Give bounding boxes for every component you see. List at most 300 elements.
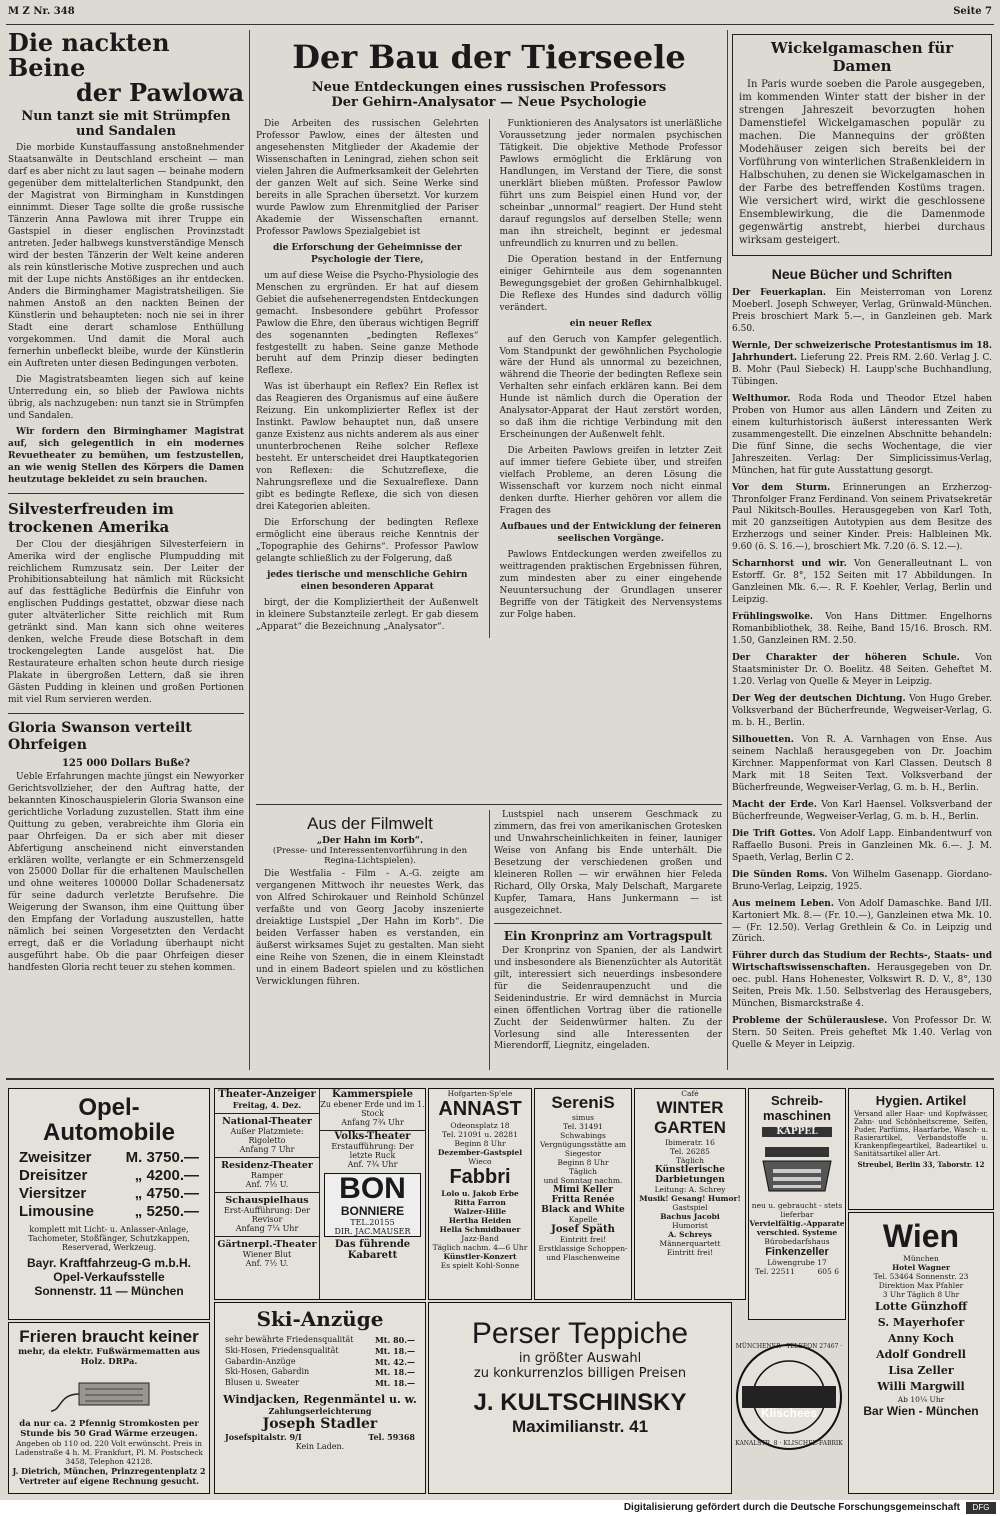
- book-title: Welthumor.: [732, 393, 791, 404]
- paragraph: Die Westfalia - Film - A.-G. zeigte am vergangenen Mittwoch ihr neuestes Werk, das von Alfred Schirokauer und Reinhold Schünzel verfaßte und von Georg Jacoby inszenierte dreiaktige Lustspiel „Der Hahn im Korb“. Die beiden Verfasser haben es verstanden, ein äußerst wirksames Sujet zu gestalten. Man sieht eine Reihe von Szenen, die in einem Kleinstadt und in einem Badeort spielen und zu köstlichen Verwicklungen führen.: [256, 869, 484, 987]
- theater-play: Erst-Aufführung: Der Revisor: [223, 1206, 311, 1224]
- divider: [494, 923, 722, 924]
- ski-price: Mt. 80.—: [374, 1335, 415, 1345]
- opel-firm: Bayr. Kraftfahrzeug-G m.b.H.: [26, 1256, 192, 1271]
- ski-price-row: [225, 1357, 415, 1368]
- book-item: [732, 653, 992, 689]
- wg-cafe: Café: [681, 1089, 699, 1098]
- serenissimus-artist: Fritta Renée: [551, 1195, 615, 1205]
- article-subtitle-pawlowa: Nun tanzt sie mit Strümpfen und Sandalen: [21, 108, 231, 139]
- issue-number: M Z Nr. 348: [8, 6, 75, 17]
- paragraph: Der Kronprinz von Spanien, der als Landwirt und insbesondere als Bienenzüchter als Autorität gilt, interessiert sich neuerdings insbesondere für die Seidenraupenzucht und die Seidenindustrie. Er wird demnächst in Murcia einen öffentlichen Vortrag über die rationelle Zucht der Seidenwürmer halten. Zu der Vorlesung sind alle Interessenten der Mierendorff, Liegnitz, eingeladen.: [494, 945, 722, 1052]
- paragraph: Funktionieren des Analysators ist unerläßliche Voraussetzung jeder normalen psychischen Tätigkeit. Die objektive Methode Professor Pawlows ermöglicht die Erklärung von Handlungen, im Verstand der Tiere, die sonst unerklärt blieben müßten. Professor Pawlow führt uns zum Beispiel einen Hund vor, der scheinbar „unnormal“ reagiert. Der Hund steht darauf regungslos auf derselben Stelle; wenn man ihn streichelt, beginnt er jedesmal unfreundlich zu knurren und zu bellen.: [499, 119, 722, 249]
- book-desc: Lieferung 22. Preis RM. 2.60. Verlag J. C. B. Mohr (Paul Siebeck) H. Laupp'sche Buchhandlung, Tübingen.: [732, 352, 992, 387]
- schreib-text-2: Vervielfältig.-Apparate verschied. Systeme: [749, 1219, 845, 1237]
- klischees-seal-icon: [734, 1342, 844, 1452]
- ad-wintergarten: [634, 1088, 746, 1300]
- book-title: Die Trift Gottes.: [732, 828, 816, 839]
- wien-taeglich: 3 Uhr Täglich 8 Uhr: [882, 1290, 960, 1300]
- book-item: [732, 800, 992, 824]
- wien-artist: Willi Margwill: [877, 1379, 965, 1393]
- annast-addr: Odeonsplatz 18: [450, 1121, 510, 1130]
- annast-gast: Dezember-Gastspiel: [437, 1148, 523, 1157]
- book-item: [732, 829, 992, 865]
- paragraph: In Paris wurde soeben die Parole ausgegeben, im kommenden Winter statt der bisher in der strengen Jahreszeit bevorzugten hohen Damenstiefel Wickelgamaschen populär zu machen. Die Mannequins der größten Modehäuser zeigen sich bereits bei der Vorführung von winterlichen Straßenkleidern in Halbschuhen, zu denen sie Wickelgamaschen in der Farbe des betreffenden Kostüms tragen. Wie versichert wird, wirkt die geschlossene Ensemblewirkung, die die Damenmode gegenwärtig anstrebt, hierbei durchaus wirksam gesteigert.: [739, 79, 985, 246]
- serenissimus-sub: simus: [571, 1113, 595, 1122]
- schreib-addr: Löwengrube 17: [767, 1258, 827, 1267]
- hygien-text: Versand aller Haar- und Kopfwässer, Zahn- und Schönheitscreme, Seifen, Puder, Parfüms, Haarfarbe, Wasch- u. Rasierartikel, Verbandstoffe u. Krankenpflegeartikel, Badeartikel u. Sanitätsartikel aller Art.: [854, 1110, 988, 1158]
- ski-price-row: [225, 1346, 415, 1357]
- annast-artist: Ritta Farron: [454, 1198, 506, 1207]
- title-line-2: der Pawlowa: [76, 78, 244, 108]
- opel-price-row: [19, 1185, 199, 1203]
- article-body-silvester: [8, 540, 244, 708]
- book-title: Die Sünden Roms.: [732, 869, 828, 880]
- annast-list: [429, 1189, 531, 1234]
- paragraph: birgt, der die Kompliziertheit der Außenwelt in kleinere Substanzteile zerlegt. Er gab diesem „Apparat“ die Bezeichnung „Analysator“.: [256, 597, 479, 632]
- article-title-kronprinz: Ein Kronprinz am Vortragspult: [503, 928, 713, 943]
- ski-price-list: [215, 1331, 425, 1393]
- book-desc: Von Hans Dittmer. Engelhorns Romanbibliothek, 38. Reihe, Band 15/16. Brosch. RM. 1.50, Ganzleinen RM. 2.50.: [732, 612, 992, 647]
- ski-windjacken: Windjacken, Regenmäntel u. w.: [223, 1392, 417, 1406]
- article-subtitle-1: Neue Entdeckungen eines russischen Professors: [311, 80, 667, 96]
- opel-title-1: Opel-: [78, 1094, 140, 1121]
- opel-model: Dreisitzer: [19, 1167, 88, 1185]
- bon-dir: DIR. JAC.MAUSER: [334, 1227, 411, 1236]
- hygien-addr: Streubel, Berlin 33, Taborstr. 12: [857, 1160, 985, 1169]
- book-desc: Von Karl Haensel. Volksverband der Bücherfreunde, Wegweiser-Verlag, G. m. b. H., Berlin.: [732, 799, 992, 822]
- book-item: [732, 394, 992, 478]
- serenissimus-name-s: S: [603, 1093, 615, 1112]
- opel-model: Zweisitzer: [19, 1149, 92, 1167]
- wien-artist: Adolf Gondrell: [876, 1348, 966, 1361]
- ski-item: Blusen u. Sweater: [225, 1378, 299, 1388]
- paragraph: Lustspiel nach unserem Geschmack zu zimmern, das frei von amerikanischen Grotesken und Unwahrscheinlichkeiten in feiner, launiger Weise von Anfang bis Ende unterhält. Die Besetzung der verschiedenen großen und kleineren Rollen — wir erwähnen hier Feleda Richard, Olly Orska, Maly Delschaft, Margarete Kupfer, Tamara, Hans Junkermann — ist ausgezeichnet.: [494, 810, 722, 916]
- ski-price: Mt. 18.—: [374, 1367, 415, 1378]
- annast-wieco: Wieco: [468, 1157, 492, 1166]
- ad-hygien: [848, 1088, 994, 1210]
- ski-price-row: [225, 1378, 415, 1389]
- theater-items: [215, 1113, 319, 1268]
- book-title: Wernle, Der schweizerische Protestantismus im 18. Jahrhundert.: [732, 340, 992, 363]
- schreib-code: 605 6: [817, 1267, 839, 1276]
- theater-house: Schauspielhaus: [225, 1195, 309, 1206]
- wg-tel: Tel. 26285: [670, 1147, 710, 1156]
- serenissimus-taeglich: Täglich: [569, 1167, 597, 1176]
- column-rule: [489, 119, 490, 638]
- opel-price: „ 4750.—: [134, 1185, 199, 1203]
- theater-house: National-Theater: [222, 1116, 312, 1127]
- book-item: [732, 612, 992, 648]
- ski-item: sehr bewährte Friedensqualität: [225, 1335, 354, 1344]
- wg-leitung: Leitung: A. Schrey: [654, 1185, 726, 1194]
- text-column: [499, 119, 722, 638]
- wien-bar: Bar Wien - München: [863, 1403, 979, 1418]
- kammerspiele-time: Anfang 7¾ Uhr: [341, 1118, 404, 1127]
- article-subtitle-2: Der Gehirn-Analysator — Neue Psychologie: [331, 95, 647, 111]
- ski-price: Mt. 42.—: [374, 1356, 415, 1367]
- theater-time: Anfang 7 Uhr: [239, 1145, 295, 1154]
- theater-item: [215, 1192, 319, 1233]
- inline-heading: jedes tierische und menschliche Gehirn einen besonderen Apparat: [267, 569, 468, 592]
- wien-hotel: Hotel Wagner: [892, 1263, 950, 1273]
- bon-title: BON: [339, 1172, 406, 1205]
- paragraph: Die morbide Kunstauffassung anstoßnehmender Staatsanwälte in Deutschland erscheint — man darf es aber nicht zu laut sagen — beinahe modern gegenüber dem mittelalterlichen Standpunkt, den der Magistrat von Birmingham in Kunstdingen einnimmt. Dieser Tage sollte die große russische Tänzerin Anna Pawlowa mit ihrer Truppe ein Gastspiel in dieser englischen Provinzstadt antreten. Jeder halbwegs kunstverständige Mensch wird der besten Tänzerin der Welt keine anderen als rein künstlerische Motive zusprechen und auch mit der Lupe nichts Anstößiges an ihr entdecken. Anders die Birminghamer Magistratsheiligen. Sie nahmen Anstoß an den nackten Beinen der Künstlerin und behaupteten: noch nie sei in ihrer Stadt eine derart schamlose Enthüllung vorgekommen. Und damit die Moral auch fernerhin unbefleckt bleibe, wurde der Künstlerin ein Auftreten unter diesen Bedingungen verboten.: [8, 143, 244, 369]
- book-item: [732, 870, 992, 894]
- wien-tel: Tel. 53464 Sonnenstr. 23: [873, 1272, 969, 1282]
- article-right-center: [494, 810, 722, 1070]
- perser-addr: Maximilianstr. 41: [511, 1417, 649, 1436]
- opel-firm-2: Opel-Verkaufsstelle: [53, 1270, 165, 1285]
- serenissimus-weine: Erstklassige Schoppen- und Flaschenweine: [538, 1244, 628, 1262]
- header-rule: [6, 24, 994, 25]
- wg-addr: Ibimeratr. 16: [665, 1138, 715, 1147]
- opel-price-row: [19, 1149, 199, 1167]
- annast-konzert-2: Es spielt Kohl-Sonne: [440, 1261, 520, 1270]
- serenissimus-artist: Black and White: [541, 1205, 625, 1215]
- wien-list: [849, 1299, 993, 1395]
- ski-item: Ski-Hosen, Gabardin: [225, 1367, 310, 1377]
- theater-right: [320, 1089, 425, 1299]
- serenissimus-begin: Beginn 8 Uhr: [557, 1158, 609, 1167]
- paragraph: Die Arbeiten Pawlows greifen in letzter Zeit auf immer tiefere Gebiete über, und streifen vielfach Probleme, an deren Lösung die Wissenschaft vor kurzem noch nicht einmal denken durfte. Hierher gehören vor allem die Fragen des: [499, 446, 722, 517]
- filmwelt-note: (Presse- und Interessentenvorführung in den Regina-Lichtspielen).: [272, 846, 468, 866]
- volkstheater-play: Erstaufführung: Der letzte Ruck: [331, 1142, 414, 1160]
- theater-item: [215, 1157, 319, 1189]
- schreib-text-3: Bürobedarfshaus: [764, 1237, 830, 1246]
- ad-klischees: [734, 1322, 844, 1492]
- ski-price: Mt. 18.—: [374, 1345, 415, 1356]
- frieren-text: da nur ca. 2 Pfennig Stromkosten per Stunde bis 50 Grad Wärme erzeugen.: [19, 1419, 199, 1439]
- wien-ab: Ab 10¼ Uhr: [897, 1394, 945, 1404]
- bon-title-2: BONNIERE: [340, 1204, 405, 1218]
- opel-price: M. 3750.—: [125, 1149, 199, 1167]
- ski-item: Ski-Hosen, Friedensqualität: [225, 1345, 339, 1355]
- theater-play: Ramper: [250, 1171, 284, 1180]
- klischees-name: Klischees: [760, 1406, 818, 1420]
- ad-opel: [8, 1088, 210, 1320]
- paragraph: Die Magistratsbeamten liegen sich auf keine Unterredung ein, so blieb der Pawlowa nichts übrig, als nachzugeben: nun tanzt sie in Strümpfen und Sandalen.: [8, 374, 244, 421]
- filmwelt-body-cont: [494, 810, 722, 918]
- perser-firm: J. KULTSCHINSKY: [473, 1389, 687, 1416]
- page-number: Seite 7: [953, 6, 992, 17]
- schreib-title-2: maschinen: [763, 1108, 831, 1123]
- opel-price-row: [19, 1203, 199, 1221]
- ad-wien: [848, 1212, 994, 1494]
- volkstheater-time: Anf. 7¾ Uhr: [347, 1160, 398, 1169]
- opel-model: Viersitzer: [19, 1185, 87, 1203]
- book-desc: Von R. A. Varnhagen von Ense. Aus seinem Nachlaß herausgegeben von Dr. Joachim Kirchner. Mappenformat von Karl Classen. Deutsch 8 Mark mit 18 Seiten Text. Volksverband der Bücherfreunde, Wegweiser-Verlag, G. m. b. H., Berlin.: [732, 734, 992, 793]
- bon-k2: Kabarett: [347, 1250, 398, 1261]
- book-item: [732, 694, 992, 730]
- kammerspiele-title: Kammerspiele: [332, 1089, 413, 1100]
- book-item: [732, 735, 992, 795]
- typewriter-icon: [757, 1141, 837, 1201]
- wien-artist: Lisa Zeller: [888, 1363, 954, 1377]
- ski-kein-laden: Kein Laden.: [295, 1441, 345, 1451]
- book-title: Aus meinem Leben.: [732, 898, 834, 909]
- opel-title-2: Automobile: [43, 1119, 175, 1147]
- ad-schreibmaschinen: [748, 1088, 846, 1320]
- perser-line-2: in größter Auswahl: [518, 1351, 642, 1366]
- opel-address: Sonnenstr. 11 — München: [34, 1284, 184, 1299]
- ski-item: Gabardin-Anzüge: [225, 1356, 296, 1366]
- serenissimus-tel: Tel. 31491: [563, 1122, 603, 1131]
- theater-house: Gärtnerpl.-Theater: [217, 1239, 317, 1250]
- paragraph: Die Operation bestand in der Entfernung einiger Gehirnteile aus dem sogenannten Bewegungsgebiet der großen Gehirnhalbkugel. Die Reflexe des Hundes sind dadurch völlig verändert.: [499, 254, 722, 313]
- serenissimus-kapelle: Kapelle: [568, 1215, 598, 1224]
- opel-price: „ 4200.—: [134, 1167, 199, 1185]
- annast-begin: Beginn 8 Uhr: [454, 1139, 506, 1148]
- wien-artist: S. Mayerhofer: [877, 1316, 965, 1330]
- paragraph: Pawlows Entdeckungen werden zweifellos zu weittragenden praktischen Ergebnissen führen, zum mindesten aber zu einer eingehende Neuuntersuchung der Grundlagen unserer Begriffe von der Tätigkeit des Nervensystems zur Folge haben.: [499, 550, 722, 620]
- annast-tel: Tel. 21091 u. 28281: [442, 1130, 518, 1139]
- column-rule: [249, 30, 250, 1070]
- book-desc: Erinnerungen an Erzherzog-Thronfolger Franz Ferdinand. Von seinem Privatsekretär Paul Nikitsch-Boulles. Herausgegeben von Karl Toth, mit 20 ganzseitigen Autotypien aus dem Besitze des Erzherzogs und seiner Kinder. Preis: Halbleinen Mk. 9.60 (ö. S. 16.—), broschiert Mk. 7.20 (ö. S. 12.—).: [732, 482, 992, 553]
- wg-eintritt: Eintritt frei!: [666, 1248, 714, 1257]
- annast-artist: Walzer-Hille: [454, 1207, 506, 1216]
- serenissimus-eintritt: Eintritt frei!: [559, 1235, 607, 1244]
- book-desc: Von Professor Dr. W. Stern. 50 Seiten. Preis geheftet Mk 1.40. Verlag von Quelle & Meyer in Leipzig.: [732, 1016, 992, 1051]
- page-header: [8, 6, 992, 22]
- opel-price-list: [9, 1145, 209, 1225]
- wien-artist: Lotte Günzhoff: [874, 1300, 968, 1314]
- theater-left: [215, 1089, 320, 1299]
- ads-rule: [6, 1078, 994, 1080]
- ski-title: Ski-Anzüge: [256, 1307, 384, 1331]
- frieren-text-2: Angeben ob 110 od. 220 Volt erwünscht. Preis in Ladenstraße 4 h. M. Frankfurt, Pl. M. Postscheck 3458, Telephon 42128.: [15, 1439, 203, 1466]
- annast-fabbri: Fabbri: [449, 1166, 511, 1188]
- annast-name: ANNAST: [438, 1098, 522, 1120]
- schreib-title-1: Schreib-: [770, 1093, 823, 1108]
- opel-model: Limousine: [19, 1203, 95, 1221]
- paragraph: Was ist überhaupt ein Reflex? Ein Reflex ist das Reagieren des Organismus auf eine äußere Reizung. Ein unkomplizierter Reflex ist der Instinkt. Pawlow behauptet nun, daß unsere ganze Existenz aus nichts anderem als aus einer ununterbrochenen Reihe solcher Reflexe besteht. Er unterscheidet drei Hauptkategorien von Reflexen: die Schutzreflexe, die Nahrungsreflexe und die Sexualreflexe. Dann gibt es bedingte Reflexe, die sich von diesen drei Kategorien ableiten.: [256, 382, 479, 513]
- divider: [8, 713, 244, 714]
- book-desc: Von Adolf Damaschke. Band I/II. Kartoniert Mk. 8.— (Fr. 10.—), Ganzleinen etwa Mk. 10.— (Fr. 12.50). Verlag Grethlein & Co. in Leipzig und Zürich.: [732, 898, 992, 945]
- frieren-sub: mehr, da elektr. Fußwärmematten aus Holz. DRPa.: [18, 1347, 200, 1367]
- ski-addr: Josefspitalstr. 9/I: [225, 1431, 302, 1442]
- books-heading: Neue Bücher und Schriften: [771, 266, 953, 282]
- column-right: [732, 34, 992, 1070]
- bon-tel: TEL.20155: [350, 1218, 395, 1227]
- theater-item: [215, 1113, 319, 1154]
- book-title: Frühlingswolke.: [732, 612, 814, 623]
- opel-note: komplett mit Licht- u. Anlasser-Anlage, Tachometer, Stoßfänger, Schutzkappen, Reserverad, Werkzeug.: [28, 1225, 190, 1253]
- kammerspiele-sub: Zu ebener Erde und im 1. Stock: [320, 1100, 425, 1118]
- book-title: Macht der Erde.: [732, 799, 817, 810]
- opel-price-row: [19, 1167, 199, 1185]
- ad-bon-bonniere: [324, 1173, 421, 1237]
- wg-darbietungen: Darbietungen: [655, 1175, 725, 1185]
- inline-heading: die Erforschung der Geheimnisse der Psychologie der Tiere,: [272, 242, 462, 265]
- frieren-firm: J. Dietrich, München, Prinzregentenplatz 2: [12, 1466, 206, 1476]
- ski-zahlung: Zahlungserleichterung: [268, 1405, 372, 1416]
- theater-house: Residenz-Theater: [221, 1160, 313, 1171]
- volkstheater-title: Volks-Theater: [320, 1130, 425, 1142]
- article-subtitle-swanson: 125 000 Dollars Buße?: [61, 757, 191, 769]
- dfg-logo: DFG: [966, 1502, 996, 1514]
- book-title: Führer durch das Studium der Rechts-, Staats- und Wirtschaftswissenschaften.: [732, 951, 992, 974]
- book-desc: Von Wilhelm Gasenapp. Giordano-Bruno-Verlag, Leipzig, 1925.: [732, 869, 992, 892]
- book-title: Der Weg der deutschen Dichtung.: [732, 694, 906, 705]
- article-body-kronprinz: [494, 946, 722, 1054]
- ski-firm: Joseph Stadler: [262, 1415, 378, 1432]
- title-line-1: Die nackten Beine: [8, 30, 170, 83]
- filmwelt-body: [256, 869, 484, 989]
- book-item: [732, 483, 992, 555]
- article-filmwelt: [256, 810, 484, 1070]
- kappel-brand: KAPPEL: [762, 1127, 832, 1137]
- theater-play: Wiener Blut: [242, 1250, 292, 1259]
- ski-tel: Tel. 59368: [368, 1431, 415, 1442]
- ad-annast: [428, 1088, 532, 1300]
- article-body-pawlowa: [8, 143, 244, 486]
- schreib-firm: Finkenzeller: [765, 1246, 829, 1258]
- ad-serenissimus: [534, 1088, 632, 1300]
- column-rule: [727, 30, 728, 1070]
- inline-heading: ein neuer Reflex: [569, 318, 652, 329]
- wien-dir: Direktion Max Pfahler: [878, 1281, 964, 1291]
- book-title: Silhouetten.: [732, 734, 794, 745]
- book-item: [732, 341, 992, 389]
- filmwelt-subtitle: „Der Hahn im Korb“.: [316, 836, 424, 846]
- wg-humorist: Humorist: [672, 1221, 708, 1230]
- serenissimus-name: Sereni: [551, 1093, 604, 1112]
- paragraph: Wir fordern den Birminghamer Magistrat auf, sich gelegentlich in ein modernes Revuetheater zu bemühen, um festzustellen, an wie wenig Stellen des Körpers die Damen heutzutage bekleidet zu sein brauchen.: [8, 426, 244, 485]
- wg-bachus: Bachus Jacobi: [660, 1212, 720, 1221]
- serenissimus-josef: Josef Späth: [551, 1224, 615, 1235]
- paragraph: Die Erforschung der bedingten Reflexe ermöglicht eine überaus reiche Kenntnis der „Topographie des Gehirns“. Professor Pawlow gelangte schließlich zu der Folgerung, daß: [256, 518, 479, 564]
- article-title-silvester: Silvesterfreuden im trockenen Amerika: [8, 499, 174, 536]
- article-title-wickelgamaschen: Wickelgamaschen für Damen: [770, 39, 954, 75]
- book-title: Der Charakter der höheren Schule.: [732, 653, 960, 664]
- wg-kuenstlerische: Künstlerische: [654, 1165, 726, 1175]
- serenissimus-list: [535, 1185, 631, 1215]
- book-title: Scharnhorst und wir.: [732, 559, 847, 570]
- serenissimus-sonntag: und Sonntag nachm.: [543, 1176, 623, 1185]
- frieren-title: Frieren braucht keiner: [19, 1327, 199, 1346]
- wg-gastspiel: Gastspiel: [672, 1203, 708, 1212]
- wg-schreys: A. Schreys: [668, 1230, 712, 1239]
- ski-price: Mt. 18.—: [374, 1378, 415, 1389]
- perser-line-3: zu konkurrenzlos billigen Preisen: [473, 1366, 687, 1381]
- book-desc: Herausgegeben von Dr. oec. publ. Hans Hohenester, Volkswirt R. D. V., 8°, 130 Seiten, Preis Mk. 1.50. Selbstverlag des Herausgebers, München, Bismarckstraße 4.: [732, 963, 992, 1010]
- article-title-tierseele: Der Bau der Tierseele: [292, 38, 686, 76]
- ad-theater-anzeiger: [214, 1088, 426, 1300]
- article-title-swanson: Gloria Swanson verteilt Ohrfeigen: [8, 720, 192, 753]
- section-rule: [256, 804, 722, 805]
- theater-time: Anfang 7¼ Uhr: [235, 1224, 299, 1233]
- annast-jazz-time: Täglich nachm. 4—6 Uhr: [432, 1243, 528, 1252]
- theater-item: [215, 1236, 319, 1268]
- paragraph: Die Arbeiten des russischen Gelehrten Professor Pawlow, eines der ältesten und angesehensten Mitglieder der Akademie der Wissenschaften in Leningrad, ziehen schon seit vielen Jahren die Aufmerksamkeit der Gelehrten der ganzen Welt auf sich. Seine Werke sind bereits in alle Sprachen übersetzt. Vor kurzem wurde Pawlow zum Ehrenmitglied der Pariser Akademie der Wissenschaften ernannt. Professor Pawlows Spezialgebiet ist: [256, 119, 479, 237]
- book-desc: Von Adolf Lapp. Einbandentwurf von Raffaello Busoni. Preis in Ganzleinen Mk. 6.—. J. M. Spaeth, Verlag, Berlin C 2.: [732, 828, 992, 863]
- article-body-tierseele: [256, 119, 722, 638]
- ad-frieren: [8, 1322, 210, 1494]
- theater-time: Anf. 7½ U.: [245, 1180, 289, 1189]
- schreib-tel: Tel. 22511: [755, 1267, 795, 1276]
- wg-quartett: Männerquartett: [659, 1239, 721, 1248]
- wien-artist: Anny Koch: [887, 1332, 955, 1346]
- book-title: Vor dem Sturm.: [732, 482, 831, 493]
- paragraph: Ueble Erfahrungen machte jüngst ein Newyorker Gerichtsvollzieher, der den Auftrag hatte, der bekannten Kinoschauspielerin Gloria Swanson eine gerichtliche Vorladung zuzustellen. Statt ihm eine Quittung zu geben, verabreichte ihm Gloria ein paar Ohrfeigen. Da er sich aber mit dieser Abfertigung anscheinend nicht einverstanden erklären wollte, verlangte er ein Schmerzensgeld von 25000 Dollar für die erhaltenen Maulschellen und ohne weiteres 100000 Dollar Schadenersatz für seine dadurch verletzte Berufsehre. Die Weigerung der Swanson, ihm eine Quittung über den Empfang der Vorladung auszustellen, hatte nämlich bei seinen Vorgesetzten den Verdacht erregt, daß er die Vorladung überhaupt nicht ausgeführt habe. Ob die paar Ohrfeigen dieser handfesten Gloria recht teuer zu stehen kommen.: [8, 771, 244, 974]
- book-desc: Ein Meisterroman von Lorenz Moeberl. Joseph Schweyer, Verlag, Grünwald-München. Preis broschiert Mark 5.—, in Ganzleinen geb. Mark 6.50.: [732, 288, 992, 334]
- book-title: Probleme der Schülerauslese.: [732, 1016, 888, 1027]
- filmwelt-title: Aus der Filmwelt: [307, 814, 433, 833]
- heating-mat-icon: [49, 1371, 169, 1415]
- divider: [8, 493, 244, 494]
- footer-text: Digitalisierung gefördert durch die Deutsche Forschungsgemeinschaft: [623, 1502, 960, 1513]
- article-body-swanson: [8, 772, 244, 975]
- column-left: [8, 30, 244, 1070]
- paragraph: auf den Geruch von Kampfer gelegentlich. Vom Standpunkt der gewöhnlichen Psychologie wäre der Hund als unnormal zu bezeichnen, während die Theorie der bedingten Reflexe sein Verhalten sehr einfach erklären kann. Bei dem Hunde ist nämlich durch die Operation der Analysator-Apparat der Haut zerstört worden, so daß ihm die richtige Verbindung mit den Erscheinungen der Außenwelt fehlt.: [499, 334, 722, 441]
- serenissimus-artist: Mimi Keller: [552, 1185, 614, 1195]
- annast-artist: Hella Schmidbauer: [439, 1225, 521, 1234]
- annast-jazz: Jazz-Band: [461, 1234, 499, 1243]
- book-item: [732, 288, 992, 336]
- inline-heading: Aufbaues und der Entwicklung der feineren seelischen Vorgänge.: [500, 522, 722, 545]
- opel-price: „ 5250.—: [134, 1203, 199, 1221]
- serenissimus-desc: Schwabings Vergnügungsstätte am Siegestor: [539, 1131, 627, 1158]
- book-desc: Roda Roda und Theodor Etzel haben Proben von Humor aus allen Ländern und Zeiten zu einem kulturhistorisch äußerst interessanten Werk zusammengestellt. Die einzelnen Abschnitte behandeln: Die fünf Sinne, die sechs Wochentage, die vier Jahreszeiten. Verlag: Der Simplicissimus-Verlag, München, hat für gute Ausstattung gesorgt.: [732, 393, 992, 476]
- text-column: [256, 119, 479, 638]
- wg-title-2: GARTEN: [654, 1118, 726, 1137]
- ad-perser-teppiche: [428, 1302, 732, 1494]
- wg-taeglich: Täglich: [676, 1156, 704, 1165]
- ski-price-row: [225, 1367, 415, 1378]
- column-center: [256, 30, 722, 800]
- book-item: [732, 951, 992, 1011]
- theater-title: Theater-Anzeiger: [218, 1089, 316, 1100]
- book-desc: Von Generalleutnant L. von Estorff. Gr. 8°, 152 Seiten mit 17 Abbildungen. In Ganzleinen Mk. 6.—. R. F. Koehler, Verlag, Berlin und Leipzig.: [732, 559, 992, 606]
- paragraph: Der Clou der diesjährigen Silvesterfeiern in Amerika wird der englische Plumpudding mit reichlichem Rumzusatz sein. Der Leiter der Prohibitionsabteilung hat nämlich mit Rücksicht auf das festtägliche Bedürfnis die Einfuhr von englischen Puddings gestattet, obzwar diese nach guter altväterlicher Sitte reichlich mit Rum getränkt sind. Man kann sich ohne weiteres denken, welche Freude diese Botschaft in dem trockengelegten Lande ausgelöst hat. Die Restaurateure erhalten schon heute durch riesige Plakate in übergroßen Lettern, daß sie ihren Gästen Pudding in kleinen und großen Portionen mit viel Rum servieren werden.: [8, 539, 244, 706]
- article-body-wickelgamaschen: [739, 78, 985, 247]
- paragraph: um auf diese Weise die Psycho-Physiologie des Menschen zu ergründen. Er hat auf diesem Gebiet die aufsehenerregendsten Entdeckungen gemacht. Insbesondere gebührt Professor Pawlow die Ehre, den überaus wichtigen Begriff des sogenannten „bedingten Reflexes“ festgestellt zu haben. Seine ganze Methode beruht auf dem Prinzip dieser bedingten Reflexe.: [256, 270, 479, 377]
- theater-date: Freitag, 4. Dez.: [232, 1100, 302, 1110]
- ski-price-row: [225, 1335, 415, 1346]
- theater-play: Außer Platzmiete: Rigoletto: [230, 1127, 304, 1145]
- books-list: [732, 288, 992, 1052]
- annast-artist: Lolo u. Jakob Erbe: [441, 1189, 519, 1198]
- annast-konzert: Künstler-Konzert: [443, 1252, 517, 1261]
- book-item: [732, 899, 992, 947]
- article-title-pawlowa: [8, 30, 244, 106]
- column-rule: [489, 810, 490, 1070]
- book-desc: Von Hugo Greber. Volksverband der Bücherfreunde, Wegweiser-Verlag, G. m. b. H., Berlin.: [732, 694, 992, 728]
- hygien-title: Hygien. Artikel: [875, 1093, 967, 1108]
- klischees-ring-top: MÜNCHENER · TELEFON 27467 ·: [735, 1343, 843, 1350]
- book-desc: Von Staatsminister Dr. O. Boelitz. 48 Seiten. Geheftet M. 1.20. Verlag von Quelle & Meyer in Leipzig.: [732, 653, 992, 688]
- annast-head: Hofgarten-Sp'ele: [447, 1089, 513, 1098]
- ad-ski-anzuege: [214, 1302, 426, 1494]
- schreib-text-1: neu u. gebraucht - stets lieferbar: [751, 1201, 843, 1219]
- book-item: [732, 1016, 992, 1052]
- box-wickelgamaschen: [732, 34, 992, 256]
- wg-musik: Musik! Gesang! Humor!: [639, 1194, 741, 1203]
- frieren-note: Vertreter auf eigene Rechnung gesucht.: [19, 1476, 199, 1486]
- wien-title: Wien: [882, 1218, 960, 1254]
- theater-time: Anf. 7½ U.: [245, 1259, 289, 1268]
- bon-k1: Das führende: [334, 1239, 411, 1250]
- wg-title-1: WINTER: [656, 1098, 724, 1117]
- book-item: [732, 559, 992, 607]
- wien-sub: München: [903, 1254, 939, 1264]
- annast-artist: Hertha Heiden: [448, 1216, 512, 1225]
- footer: [0, 1500, 1000, 1516]
- klischees-ring-bottom: KANALSTR. 8 · KLISCHEE-FABRIK: [735, 1440, 843, 1447]
- book-title: Der Feuerkaplan.: [732, 288, 827, 298]
- perser-title: Perser Teppiche: [471, 1317, 689, 1350]
